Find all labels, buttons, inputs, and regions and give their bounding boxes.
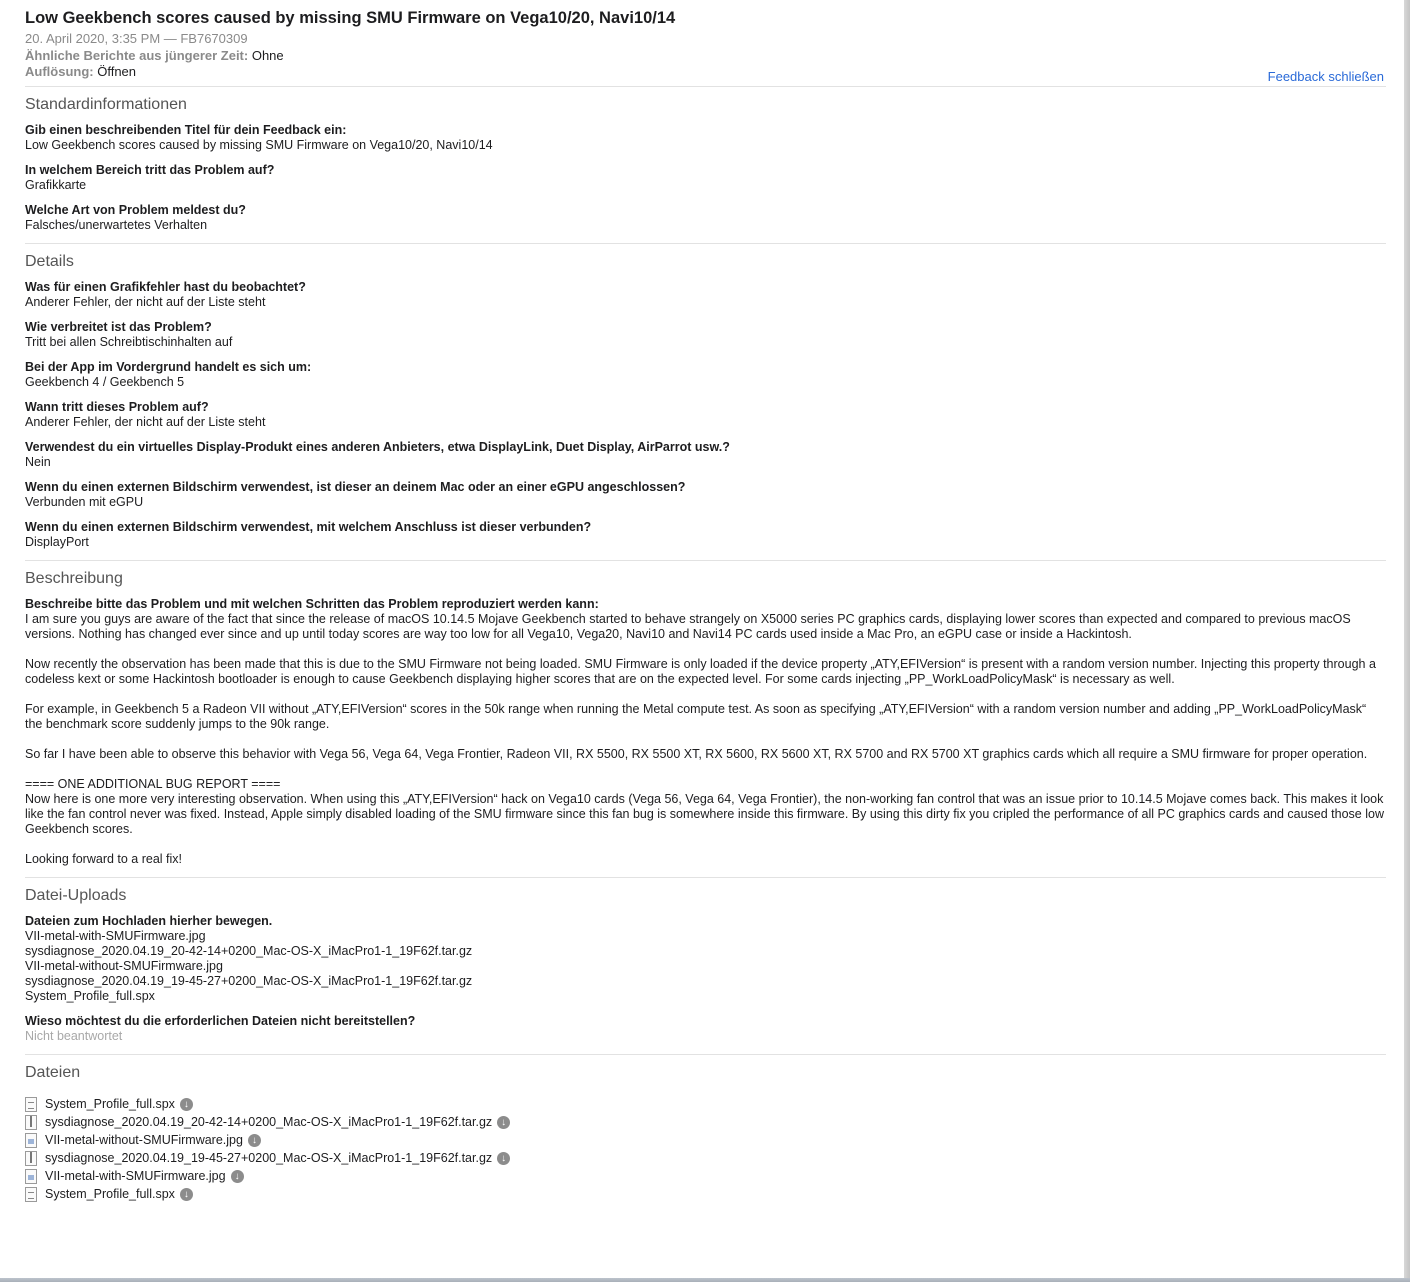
field-answer: Geekbench 4 / Geekbench 5 xyxy=(25,375,185,389)
field-question: Welche Art von Problem meldest du? xyxy=(25,203,246,217)
file-item[interactable] xyxy=(25,1167,1386,1185)
download-icon[interactable]: ↓ xyxy=(248,1134,261,1147)
description-text xyxy=(25,612,1386,867)
date-and-id: 20. April 2020, 3:35 PM — FB7670309 xyxy=(25,31,248,46)
resolution-value: Öffnen xyxy=(97,64,137,79)
field-question: Was für einen Grafikfehler hast du beobachtet? xyxy=(25,280,306,294)
file-item[interactable] xyxy=(25,1185,1386,1203)
field xyxy=(25,520,1386,550)
upload-file-list xyxy=(25,929,1386,1004)
field-answer: Nein xyxy=(25,455,51,469)
section-heading: Dateien xyxy=(25,1064,81,1081)
file-name[interactable]: VII-metal-with-SMUFirmware.jpg xyxy=(45,1169,226,1183)
download-icon[interactable]: ↓ xyxy=(231,1170,244,1183)
section-heading: Datei-Uploads xyxy=(25,887,127,904)
field-answer: Grafikkarte xyxy=(25,178,87,192)
uploads-section xyxy=(25,878,1386,1054)
field xyxy=(25,400,1386,430)
download-icon[interactable]: ↓ xyxy=(180,1188,193,1201)
field-answer: Falsches/unerwartetes Verhalten xyxy=(25,218,208,232)
description-section xyxy=(25,561,1386,877)
file-name[interactable]: System_Profile_full.spx xyxy=(45,1187,175,1201)
upload-file-name: System_Profile_full.spx xyxy=(25,989,155,1003)
upload-file-name: sysdiagnose_2020.04.19_20-42-14+0200_Mac-OS-X_iMacPro1-1_19F62f.tar.gz xyxy=(25,944,473,958)
image-file-icon xyxy=(25,1169,37,1184)
why-question: Wieso möchtest du die erforderlichen Dateien nicht bereitstellen? xyxy=(25,1014,416,1028)
field-question: Wann tritt dieses Problem auf? xyxy=(25,400,209,414)
field-answer: Verbunden mit eGPU xyxy=(25,495,144,509)
field-question: Verwendest du ein virtuelles Display-Produkt eines anderen Anbieters, etwa DisplayLink, Duet Display, AirParrot usw.? xyxy=(25,440,730,454)
field-question: Wenn du einen externen Bildschirm verwendest, mit welchem Anschluss ist dieser verbunden? xyxy=(25,520,592,534)
field xyxy=(25,320,1386,350)
field xyxy=(25,163,1386,193)
why-answer: Nicht beantwortet xyxy=(25,1029,123,1043)
window-edge xyxy=(1404,0,1410,1282)
section-heading: Details xyxy=(25,253,74,270)
field-answer: Tritt bei allen Schreibtischinhalten auf xyxy=(25,335,233,349)
archive-icon xyxy=(25,1151,37,1166)
document-icon xyxy=(25,1097,37,1112)
field-question: Wie verbreitet ist das Problem? xyxy=(25,320,212,334)
file-name[interactable]: sysdiagnose_2020.04.19_19-45-27+0200_Mac-OS-X_iMacPro1-1_19F62f.tar.gz xyxy=(45,1151,493,1165)
section-heading: Standardinformationen xyxy=(25,96,187,113)
field xyxy=(25,1014,1386,1044)
similar-reports-value: Ohne xyxy=(251,48,284,63)
feedback-content xyxy=(25,8,1386,1213)
field xyxy=(25,914,1386,1004)
file-list xyxy=(25,1095,1386,1203)
field xyxy=(25,280,1386,310)
page-title: Low Geekbench scores caused by missing SMU Firmware on Vega10/20, Navi10/14 xyxy=(25,9,676,27)
field-answer: Anderer Fehler, der nicht auf der Liste steht xyxy=(25,295,266,309)
description-paragraph: I am sure you guys are aware of the fact that since the release of macOS 10.14.5 Mojave Geekbench started to behave strangely on X5000 series PC graphics cards, displaying lower scores than expected and compared to previous macOS versions. Nothing has changed ever since and up until today scores are way too low for all Vega10, Vega20, Navi10 and Navi14 PC cards used inside a Mac Pro, an eGPU case or inside a Hackintosh. xyxy=(25,612,1351,641)
description-paragraph: ==== ONE ADDITIONAL BUG REPORT ==== Now here is one more very interesting observation. When using this „ATY,EFIVersion“ hack on Vega10 cards (Vega 56, Vega 64, Vega Frontier), the non-working fan control that was an issue prior to 10.14.5 Mojave comes back. This makes it look like the fan control never was fixed. Instead, Apple simply disabled loading of the SMU firmware since this fan bug is somewhere inside this firmware. By using this dirty fix you cripled the performance of all PC graphics cards and caused those low Geekbench scores. xyxy=(25,777,1384,836)
field xyxy=(25,123,1386,153)
section-heading: Beschreibung xyxy=(25,570,123,587)
field xyxy=(25,480,1386,510)
file-name[interactable]: sysdiagnose_2020.04.19_20-42-14+0200_Mac-OS-X_iMacPro1-1_19F62f.tar.gz xyxy=(45,1115,493,1129)
file-name[interactable]: System_Profile_full.spx xyxy=(45,1097,175,1111)
file-name[interactable]: VII-metal-without-SMUFirmware.jpg xyxy=(45,1133,243,1147)
field-answer: Anderer Fehler, der nicht auf der Liste steht xyxy=(25,415,266,429)
description-paragraph: So far I have been able to observe this behavior with Vega 56, Vega 64, Vega Frontier, Radeon VII, RX 5500, RX 5500 XT, RX 5600, RX 5600 XT, RX 5700 and RX 5700 XT graphics cards which all require a SMU firmware for proper operation. xyxy=(25,747,1368,761)
file-item[interactable] xyxy=(25,1149,1386,1167)
close-feedback-link[interactable]: Feedback schließen xyxy=(1267,69,1384,84)
file-item[interactable] xyxy=(25,1113,1386,1131)
files-section xyxy=(25,1055,1386,1213)
download-icon[interactable]: ↓ xyxy=(497,1116,510,1129)
resolution-label: Auflösung: xyxy=(25,64,94,79)
document-icon xyxy=(25,1187,37,1202)
field xyxy=(25,360,1386,390)
field xyxy=(25,440,1386,470)
field-question: In welchem Bereich tritt das Problem auf? xyxy=(25,163,275,177)
field-question: Gib einen beschreibenden Titel für dein Feedback ein: xyxy=(25,123,347,137)
description-paragraph: For example, in Geekbench 5 a Radeon VII without „ATY,EFIVersion“ scores in the 50k range when running the Metal compute test. As soon as specifying „ATY,EFIVersion“ with a random version number and adding „PP_WorkLoadPolicyMask“ the benchmark score suddenly jumps to the 90k range. xyxy=(25,702,1367,731)
upload-file-name: VII-metal-without-SMUFirmware.jpg xyxy=(25,959,223,973)
field-question: Wenn du einen externen Bildschirm verwendest, ist dieser an deinem Mac oder an einer eGPU angeschlossen? xyxy=(25,480,686,494)
description-paragraph: Now recently the observation has been made that this is due to the SMU Firmware not being loaded. SMU Firmware is only loaded if the device property „ATY,EFIVersion“ is present with a random version number. Injecting this property through a codeless kext or some Hackintosh bootloader is enough to cause Geekbench displaying higher scores that are on the expected level. For some cards injecting „PP_WorkLoadPolicyMask“ is necessary as well. xyxy=(25,657,1376,686)
file-item[interactable] xyxy=(25,1131,1386,1149)
similar-reports xyxy=(25,48,1386,64)
archive-icon xyxy=(25,1115,37,1130)
file-item[interactable] xyxy=(25,1095,1386,1113)
upload-question: Dateien zum Hochladen hierher bewegen. xyxy=(25,914,273,928)
similar-reports-label: Ähnliche Berichte aus jüngerer Zeit: xyxy=(25,48,249,63)
description-paragraph: Looking forward to a real fix! xyxy=(25,852,183,866)
image-file-icon xyxy=(25,1133,37,1148)
window-bottom-edge xyxy=(0,1278,1410,1282)
download-icon[interactable]: ↓ xyxy=(497,1152,510,1165)
standard-info-section xyxy=(25,87,1386,243)
upload-file-name: sysdiagnose_2020.04.19_19-45-27+0200_Mac-OS-X_iMacPro1-1_19F62f.tar.gz xyxy=(25,974,473,988)
resolution xyxy=(25,64,1386,80)
description-question: Beschreibe bitte das Problem und mit welchen Schritten das Problem reproduziert werden kann: xyxy=(25,597,599,611)
field-answer: Low Geekbench scores caused by missing SMU Firmware on Vega10/20, Navi10/14 xyxy=(25,138,493,152)
field xyxy=(25,203,1386,233)
download-icon[interactable]: ↓ xyxy=(180,1098,193,1111)
details-section xyxy=(25,244,1386,560)
upload-file-name: VII-metal-with-SMUFirmware.jpg xyxy=(25,929,206,943)
field-answer: DisplayPort xyxy=(25,535,89,549)
feedback-header xyxy=(25,8,1386,80)
field-question: Bei der App im Vordergrund handelt es sich um: xyxy=(25,360,312,374)
